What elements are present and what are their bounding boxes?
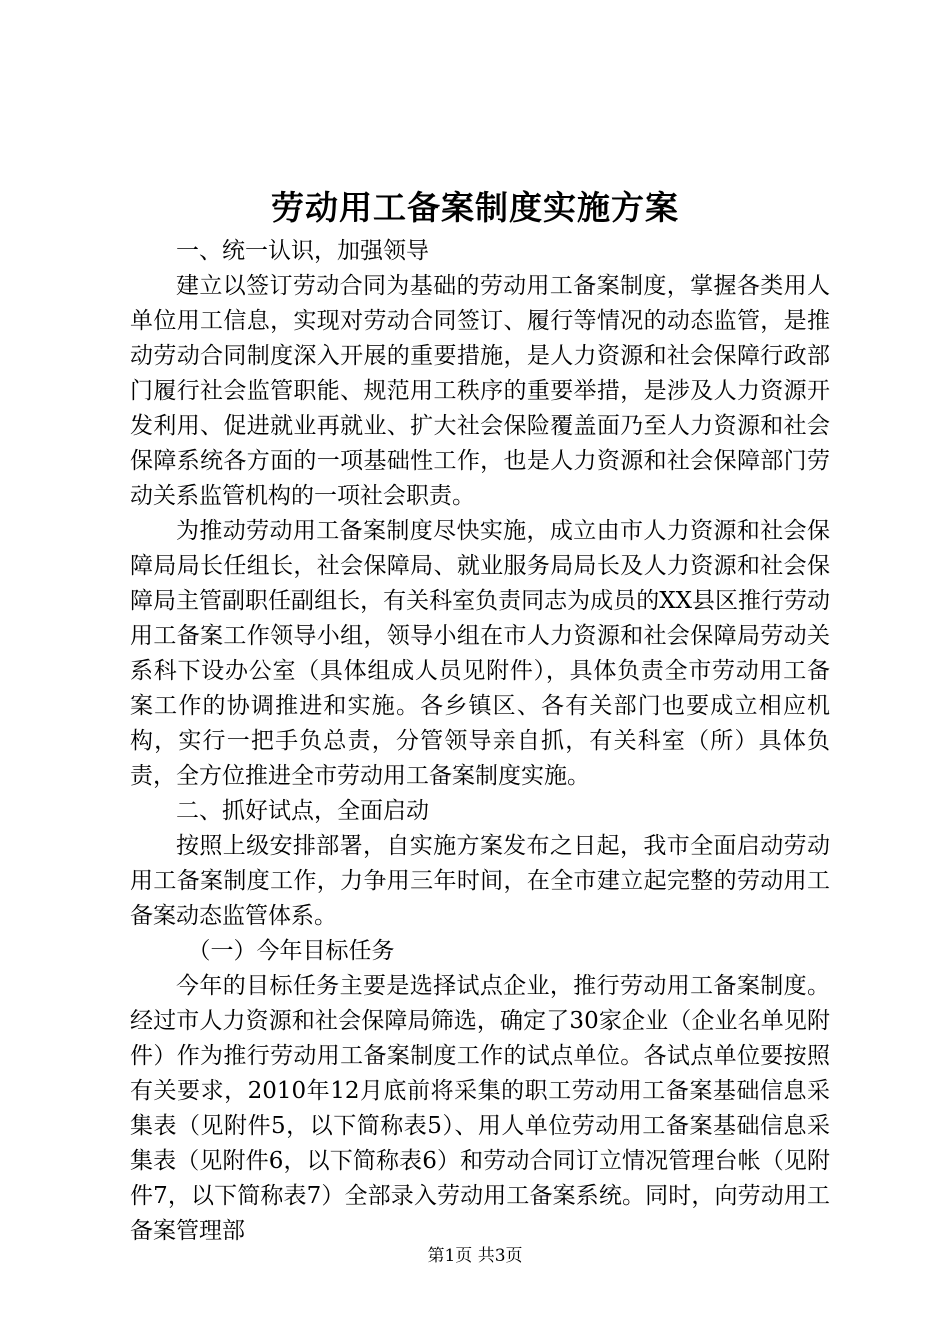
subsection-heading-1: （一）今年目标任务	[187, 938, 395, 964]
paragraph-3: 按照上级安排部署，自实施方案发布之日起，我市全面启动劳动用工备案制度工作，力争用三年时间，在全市建立起完整的劳动用工备案动态监管体系。	[130, 833, 830, 929]
section-heading-1: 一、统一认识，加强领导	[176, 238, 429, 264]
paragraph-1: 建立以签订劳动合同为基础的劳动用工备案制度，掌握各类用人单位用工信息，实现对劳动合同签订、履行等情况的动态监管，是推动劳动合同制度深入开展的重要措施，是人力资源和社会保障行政部门履行社会监管职能、规范用工秩序的重要举措，是涉及人力资源开发利用、促进就业再就业、扩大社会保险覆盖面乃至人力资源和社会保障系统各方面的一项基础性工作，也是人力资源和社会保障部门劳动关系监管机构的一项社会职责。	[130, 273, 830, 509]
document-body	[130, 234, 830, 1249]
paragraph-4: 今年的目标任务主要是选择试点企业，推行劳动用工备案制度。经过市人力资源和社会保障局筛选，确定了30家企业（企业名单见附件）作为推行劳动用工备案制度工作的试点单位。各试点单位要按照有关要求，2010年12月底前将采集的职工劳动用工备案基础信息采集表（见附件5，以下简称表5）、用人单位劳动用工备案基础信息采集表（见附件6，以下简称表6）和劳动合同订立情况管理台帐（见附件7，以下简称表7）全部录入劳动用工备案系统。同时，向劳动用工备案管理部	[130, 973, 830, 1244]
document-title: 劳动用工备案制度实施方案	[271, 188, 679, 227]
paragraph-2: 为推动劳动用工备案制度尽快实施，成立由市人力资源和社会保障局局长任组长，社会保障局、就业服务局局长及人力资源和社会保障局主管副职任副组长，有关科室负责同志为成员的XX县区推行劳动用工备案工作领导小组，领导小组在市人力资源和社会保障局劳动关系科下设办公室（具体组成人员见附件），具体负责全市劳动用工备案工作的协调推进和实施。各乡镇区、各有关部门也要成立相应机构，实行一把手负总责，分管领导亲自抓，有关科室（所）具体负责，全方位推进全市劳动用工备案制度实施。	[130, 518, 830, 789]
page-number: 第1页 共3页	[427, 1246, 523, 1266]
section-heading-2: 二、抓好试点，全面启动	[176, 798, 429, 824]
